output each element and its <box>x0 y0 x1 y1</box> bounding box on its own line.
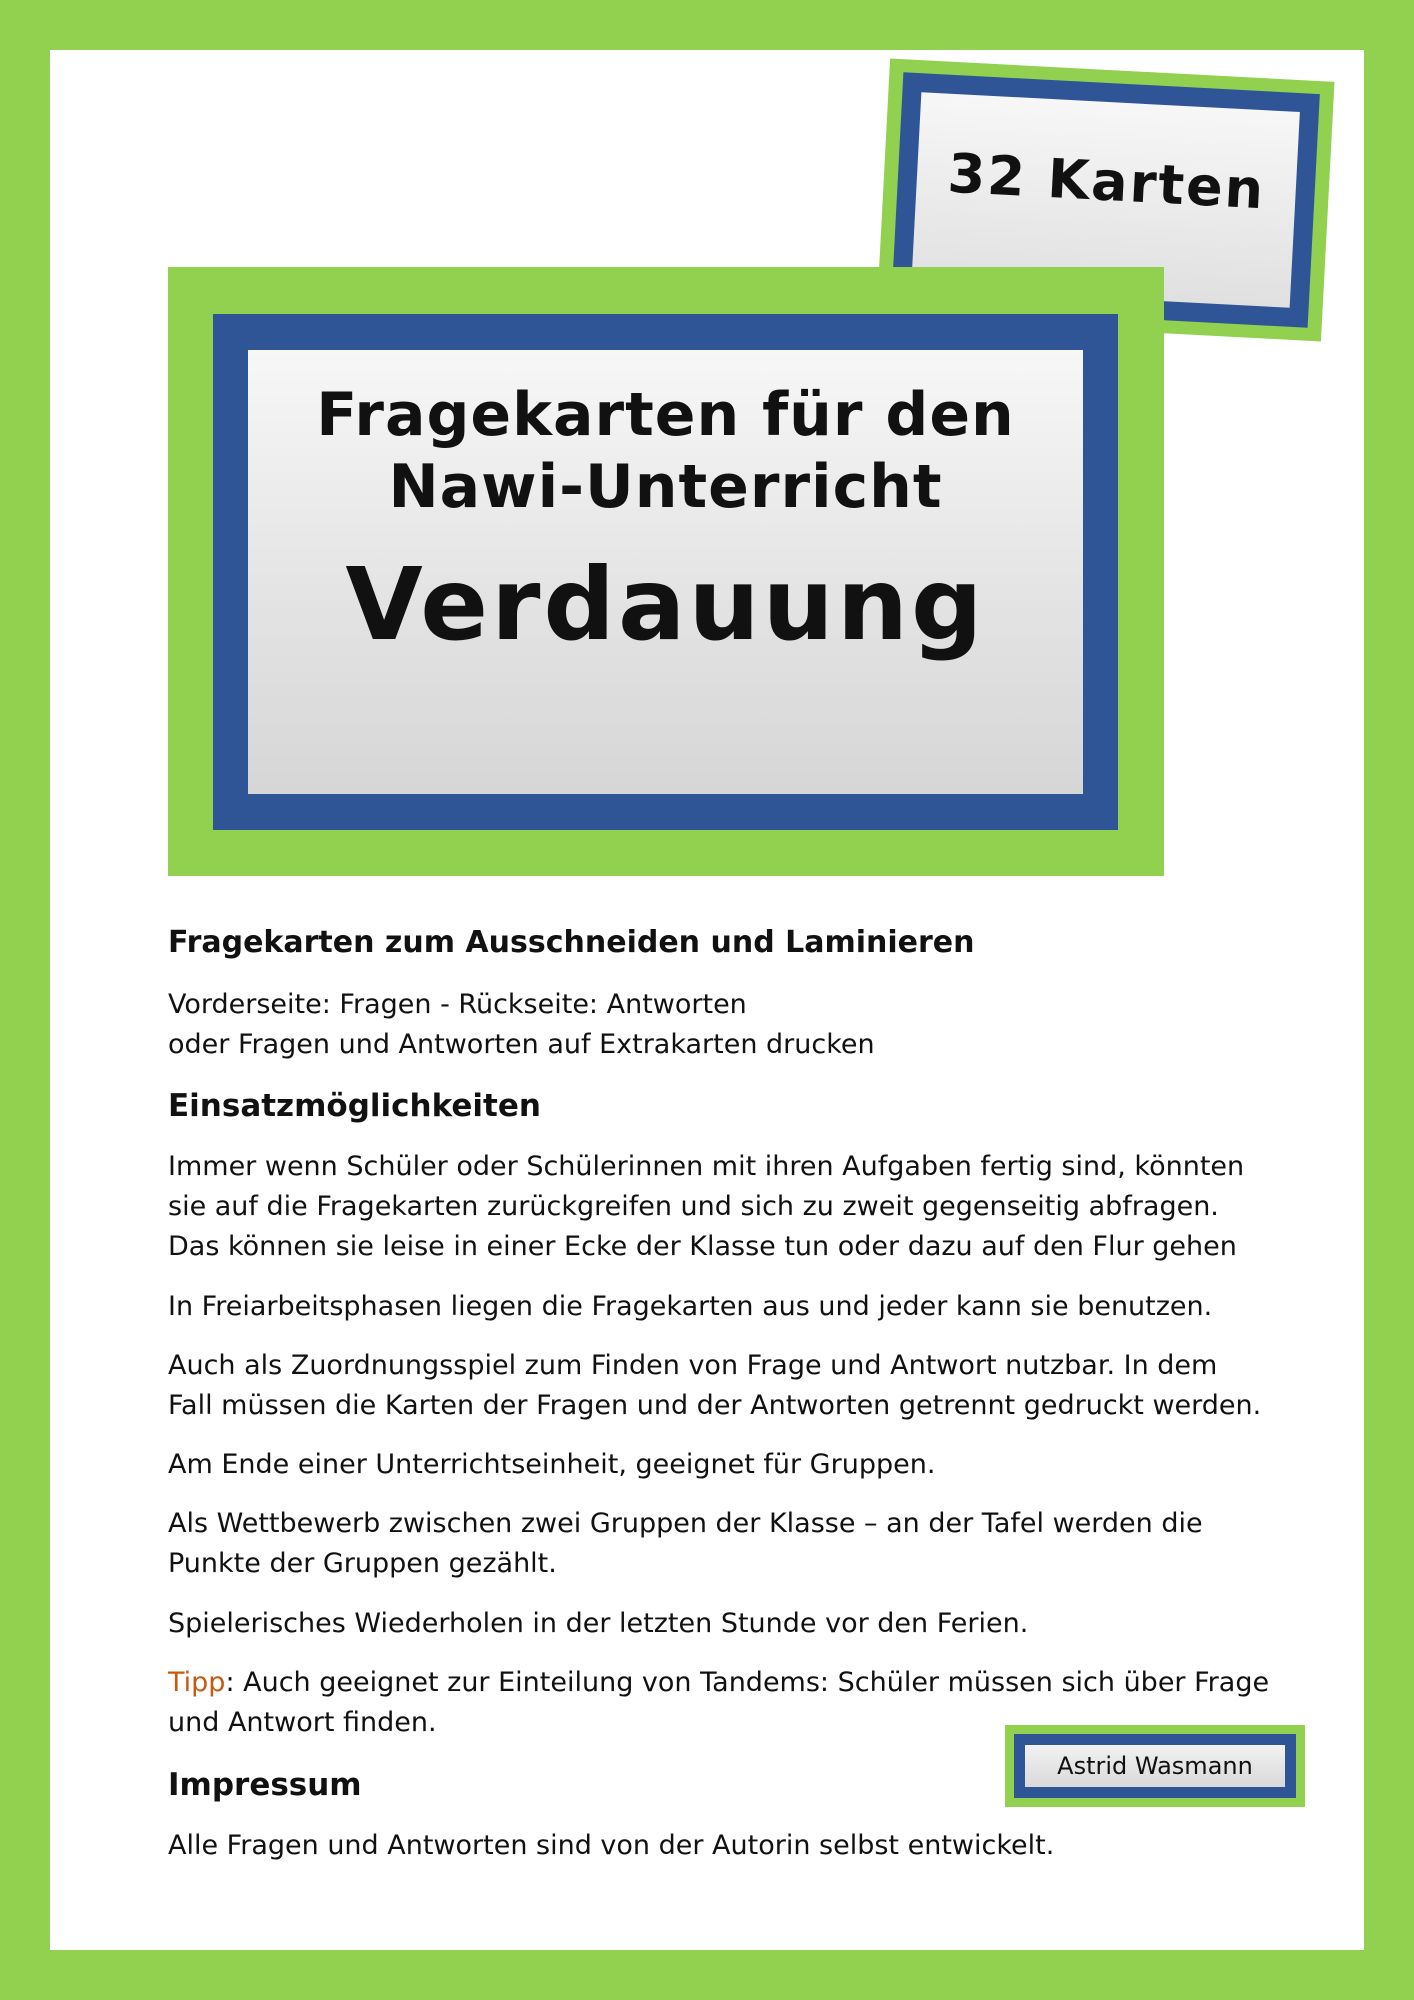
author-border <box>1014 1734 1296 1798</box>
title-panel <box>168 267 1164 876</box>
text-line: Auch als Zuordnungsspiel zum Finden von Frage und Antwort nutzbar. In dem <box>168 1350 1218 1381</box>
title-border <box>213 314 1118 830</box>
heading-impressum: Impressum <box>168 1767 362 1803</box>
author-name: Astrid Wasmann <box>1025 1745 1285 1787</box>
heading-laminieren: Fragekarten zum Ausschneiden und Laminieren <box>168 925 975 960</box>
text-line: Am Ende einer Unterrichtseinheit, geeignet für Gruppen. <box>168 1449 936 1480</box>
text-line: Spielerisches Wiederholen in der letzten Stunde vor den Ferien. <box>168 1608 1029 1639</box>
text-line: Fall müssen die Karten der Fragen und der Antworten getrennt gedruckt werden. <box>168 1390 1262 1421</box>
text-line: oder Fragen und Antworten auf Extrakarten drucken <box>168 1029 875 1060</box>
text-line: Immer wenn Schüler oder Schülerinnen mit ihren Aufgaben fertig sind, könnten <box>168 1151 1245 1182</box>
card-count-text: 32 Karten <box>946 141 1267 222</box>
title-box <box>248 350 1083 794</box>
text-line: Das können sie leise in einer Ecke der Klasse tun oder dazu auf den Flur gehen <box>168 1231 1237 1262</box>
tip-label: Tipp <box>168 1667 226 1698</box>
tip-text: : Auch geeignet zur Einteilung von Tandems: Schüler müssen sich über Frage <box>225 1667 1270 1698</box>
title-line-2: Nawi-Unterricht <box>388 452 943 522</box>
text-line: sie auf die Fragekarten zurückgreifen und sich zu zweit gegenseitig abfragen. <box>168 1191 1219 1222</box>
heading-einsatz: Einsatzmöglichkeiten <box>168 1088 541 1124</box>
text-line: In Freiarbeitsphasen liegen die Fragekarten aus und jeder kann sie benutzen. <box>168 1291 1213 1322</box>
text-line: Als Wettbewerb zwischen zwei Gruppen der Klasse – an der Tafel werden die <box>168 1508 1203 1539</box>
text-line: Punkte der Gruppen gezählt. <box>168 1548 557 1579</box>
author-stamp <box>1005 1725 1305 1807</box>
title-line-1: Fragekarten für den <box>316 380 1015 450</box>
tip-line <box>168 1663 1278 1703</box>
topic-title: Verdauung <box>345 546 986 663</box>
text-line: Vorderseite: Fragen - Rückseite: Antworten <box>168 989 747 1020</box>
text-line: Alle Fragen und Antworten sind von der Autorin selbst entwickelt. <box>168 1830 1055 1861</box>
text-line: und Antwort finden. <box>168 1707 437 1738</box>
